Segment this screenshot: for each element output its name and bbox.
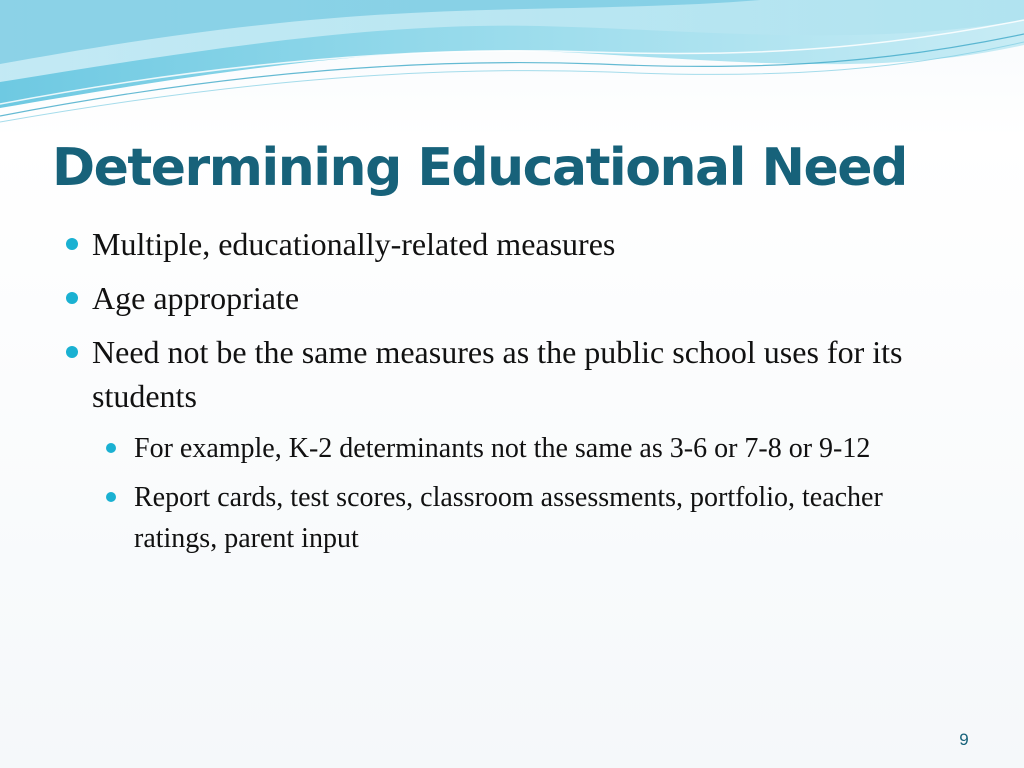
sub-bullet-dot-icon — [106, 443, 116, 453]
sub-bullet-text: For example, K-2 determinants not the same as 3-6 or 7-8 or 9-12 — [134, 433, 871, 464]
bullet-text: Age appropriate — [92, 280, 300, 316]
bullet-dot-icon — [66, 346, 78, 358]
header-wave-graphic — [0, 0, 1024, 130]
bullet-item — [60, 276, 960, 320]
slide-number: 9 — [959, 730, 969, 749]
sub-bullet-item — [100, 428, 920, 469]
sub-bullet-item — [100, 477, 920, 559]
bullet-dot-icon — [66, 238, 78, 250]
sub-bullet-dot-icon — [106, 492, 116, 502]
bullet-text: Multiple, educationally-related measures — [92, 226, 616, 262]
sub-bullet-text: Report cards, test scores, classroom assessments, portfolio, teacher ratings, parent input — [134, 482, 883, 554]
sub-bullet-list — [100, 428, 920, 559]
bullet-list — [60, 222, 960, 569]
bullet-item — [60, 330, 960, 559]
bullet-item — [60, 222, 960, 266]
slide-title: Determining Educational Need — [52, 138, 907, 198]
bullet-text: Need not be the same measures as the public school uses for its students — [92, 334, 903, 414]
bullet-dot-icon — [66, 292, 78, 304]
